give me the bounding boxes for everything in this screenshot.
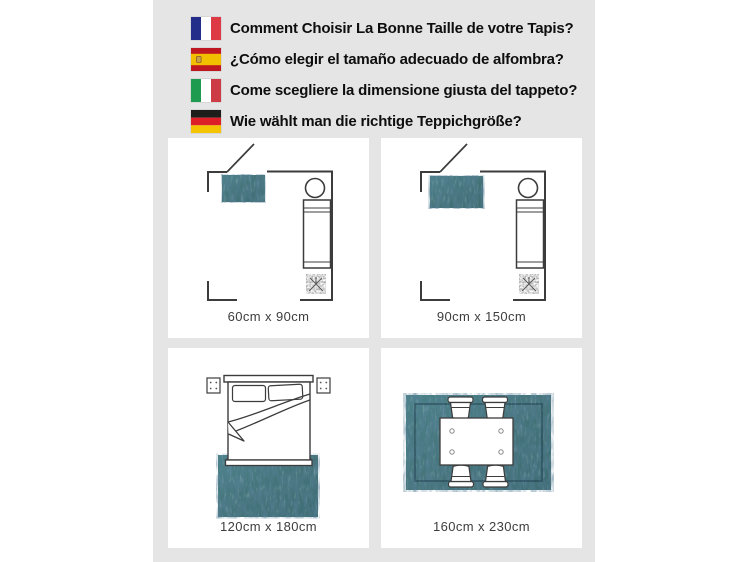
rug-size-label: 90cm x 150cm [436,309,527,324]
pillow-left [233,386,266,402]
nightstand-left [207,378,220,393]
rug-size-label: 160cm x 230cm [433,519,530,534]
rug-size-label: 120cm x 180cm [220,519,317,534]
header-title-italian: Come scegliere la dimensione giusta del tappeto? [230,82,578,99]
rug-size-label: 60cm x 90cm [227,309,310,324]
nightstand-right [317,378,330,393]
header-title-german: Wie wählt man die richtige Teppichgröße? [230,113,522,130]
side-table [519,179,538,198]
wall-bottom-left [421,281,450,300]
side-table [306,179,325,198]
card-rug-60x90 [168,138,369,338]
chair-top-left [448,397,473,419]
card-rug-90x150 [381,138,582,338]
potted-plant [520,275,538,293]
footboard [226,460,313,466]
header-row-italian [191,79,577,102]
header-row-spanish [191,48,564,71]
dining-table [440,418,513,465]
bed [224,376,313,466]
header-row-german [191,110,522,133]
door-leaf [440,144,467,172]
door-leaf [227,144,254,172]
flag-italy-icon [191,79,221,102]
flag-germany-icon [191,110,221,133]
card-rug-160x230 [381,348,582,548]
chair-top-right [483,397,508,419]
infographic-panel [153,0,595,562]
card-rug-120x180 [168,348,369,548]
chair-bottom-right [483,465,508,487]
wall-bottom-left [208,281,237,300]
rug-60x90 [222,175,265,202]
flag-france-icon [191,17,221,40]
header-title-spanish: ¿Cómo elegir el tamaño adecuado de alfombra? [230,51,564,68]
header-title-french: Comment Choisir La Bonne Taille de votre Tapis? [230,20,574,37]
daybed [304,200,331,268]
rug-90x150 [430,176,483,208]
flag-spain-icon [191,48,221,71]
header-row-french [191,17,573,40]
daybed [517,200,544,268]
chair-bottom-left [449,465,474,487]
potted-plant [307,275,325,293]
headboard [224,376,313,383]
